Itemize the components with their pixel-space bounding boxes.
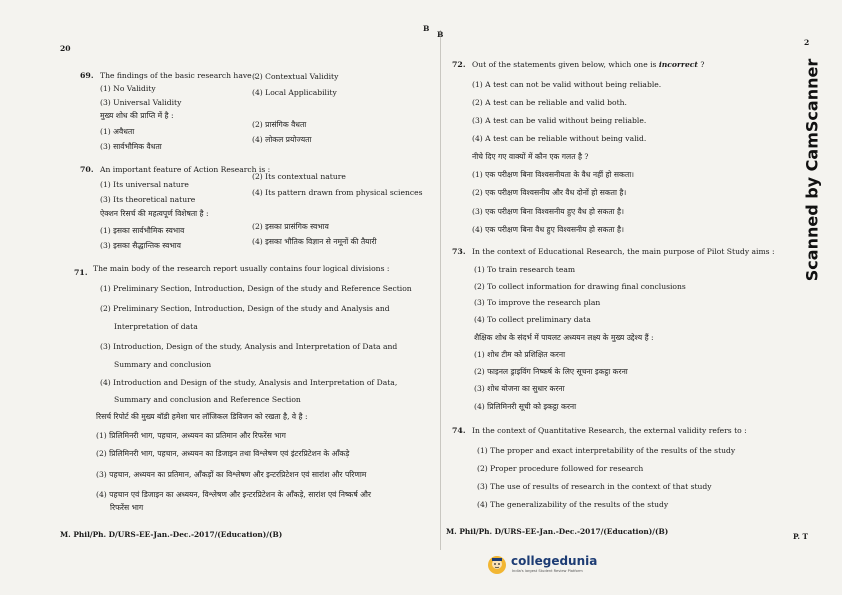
hindi-option-2: (2) एक परीक्षण विश्वसनीय और वैध दोनों हो सकता है। <box>472 188 627 197</box>
hindi-question: रिसर्च रिपोर्ट की मुख्य बॉडी हमेशा चार लॉजिकल डिविजन को रखता है, वे है : <box>96 412 308 421</box>
hindi-option-4: (4) इसका भौतिक विज्ञान से नमूनों की तैयारी <box>252 237 377 246</box>
hindi-option-2: (2) प्रासंगिक वैधता <box>252 120 307 129</box>
question-text: The main body of the research report usually contains four logical divisions : <box>93 264 390 273</box>
series-mark-right: B <box>437 30 444 39</box>
hindi-option-1: (1) एक परीक्षण बिना विश्वसनीयता के वैध नहीं हो सकता। <box>472 170 635 179</box>
option-1: (1) Its universal nature <box>100 180 189 189</box>
series-mark-left: B <box>423 24 430 33</box>
option-2-cont: Interpretation of data <box>114 322 198 331</box>
footer-left: M. Phil/Ph. D/URS-EE-Jan.-Dec.-2017/(Education)/(B) <box>60 530 283 539</box>
footer-pt: P. T <box>793 532 808 541</box>
option-3: (3) To improve the research plan <box>474 298 601 307</box>
option-3-cont: Summary and conclusion <box>114 360 212 369</box>
option-3: (3) Introduction, Design of the study, Analysis and Interpretation of Data and <box>100 342 398 351</box>
question-text: Out of the statements given below, which one is incorrect ? <box>472 60 705 69</box>
hindi-option-4: (4) एक परीक्षण बिना वैध हुए विश्वसनीय हो सकता है। <box>472 225 624 234</box>
question-number: 73. <box>452 247 466 256</box>
question-text: In the context of Quantitative Research, the external validity refers to : <box>472 426 747 435</box>
hindi-option-3: (3) शोध योजना का सुधार करना <box>474 384 565 393</box>
option-4-cont: Summary and conclusion and Reference Section <box>114 395 301 404</box>
hindi-option-3: (3) पहचान, अध्ययन का प्रतिमान, आँकड़ों का विश्लेषण और इन्टरप्रिटेशन एवं सारांश और परिणाम <box>96 470 367 479</box>
page-number: 20 <box>60 44 71 53</box>
option-2: (2) Preliminary Section, Introduction, Design of the study and Analysis and <box>100 304 390 313</box>
question-number: 70. <box>80 165 94 174</box>
option-2: (2) Proper procedure followed for research <box>477 464 644 473</box>
option-2: (2) A test can be reliable and valid both. <box>472 98 627 107</box>
option-4: (4) Its pattern drawn from physical sciences <box>252 188 423 197</box>
question-number: 72. <box>452 60 466 69</box>
hindi-option-4: (4) प्रिलिमिनरी सूची को इकट्ठा करना <box>474 402 577 411</box>
question-number: 71. <box>74 268 88 277</box>
hindi-option-1: (1) अवैधता <box>100 127 135 136</box>
hindi-option-4: (4) लोकल प्रयोज्यता <box>252 135 312 144</box>
question-text: An important feature of Action Research is : <box>100 165 271 174</box>
option-4: (4) The generalizability of the results of the study <box>477 500 669 509</box>
hindi-option-1: (1) इसका सार्वभौमिक स्वभाव <box>100 226 185 235</box>
hindi-option-1: (1) प्रिलिमिनरी भाग, पहचान, अध्ययन का प्रतिमान और रिफरेंस भाग <box>96 431 286 440</box>
hindi-option-4-cont: रिफरेंस भाग <box>110 503 144 512</box>
hindi-question: ऐक्शन रिसर्च की महत्वपूर्ण विशेषता है : <box>100 209 209 218</box>
logo-tagline: India's largest Student Review Platform <box>512 569 583 573</box>
question-text: In the context of Educational Research, the main purpose of Pilot Study aims : <box>472 247 775 256</box>
option-1: (1) No Validity <box>100 84 156 93</box>
hindi-question: शैक्षिक शोध के संदर्भ में पायलट अध्ययन लक्ष्य के मुख्य उद्देश्य हैं : <box>474 333 654 342</box>
option-2: (2) To collect information for drawing final conclusions <box>474 282 686 291</box>
option-3: (3) Its theoretical nature <box>100 195 196 204</box>
camscanner-watermark: Scanned by CamScanner <box>802 58 822 282</box>
option-3: (3) A test can be valid without being reliable. <box>472 116 647 125</box>
collegedunia-logo <box>487 553 598 579</box>
hindi-option-4: (4) पहचान एवं डिजाइन का अध्ययन, विश्लेषण और इन्टरप्रिटेशन के आँकड़े, सारांश एवं निष्कर्ष और <box>96 490 372 499</box>
option-1: (1) Preliminary Section, Introduction, Design of the study and Reference Section <box>100 284 412 293</box>
mascot-icon <box>487 555 507 575</box>
hindi-option-3: (3) इसका सैद्धान्तिक स्वभाव <box>100 241 181 250</box>
option-1: (1) To train research team <box>474 265 576 274</box>
hindi-question: नीचे दिए गए वाक्यों में कौन एक गलत है ? <box>472 152 589 161</box>
hindi-question: मुख्य शोध की प्राप्ति में है : <box>100 111 174 120</box>
option-4: (4) To collect preliminary data <box>474 315 591 324</box>
question-number: 74. <box>452 426 466 435</box>
hindi-option-1: (1) शोध टीम को प्रशिक्षित करना <box>474 350 566 359</box>
option-1: (1) The proper and exact interpretability of the results of the study <box>477 446 736 455</box>
side-mark: 2 <box>804 38 810 47</box>
option-1: (1) A test can not be valid without being reliable. <box>472 80 662 89</box>
logo-wordmark: collegedunia <box>511 554 598 568</box>
question-text: The findings of the basic research have : <box>100 71 257 80</box>
option-2: (2) Contextual Validity <box>252 72 339 81</box>
footer-right: M. Phil/Ph. D/URS-EE-Jan.-Dec.-2017/(Education)/(B) <box>446 527 669 536</box>
question-number: 69. <box>80 71 94 80</box>
hindi-option-2: (2) फाइनल ड्राइविंग निष्कर्ष के लिए सूचना इकट्ठा करना <box>474 367 628 376</box>
option-2: (2) Its contextual nature <box>252 172 346 181</box>
option-3: (3) The use of results of research in the context of that study <box>477 482 712 491</box>
option-4: (4) Introduction and Design of the study, Analysis and Interpretation of Data, <box>100 378 398 387</box>
column-divider <box>440 30 441 550</box>
option-4: (4) Local Applicability <box>252 88 337 97</box>
hindi-option-2: (2) प्रिलिमिनरी भाग, पहचान, अध्ययन का डिजाइन तथा विश्लेषण एवं इंटरप्रिटेशन के आँकड़े <box>96 449 350 458</box>
option-3: (3) Universal Validity <box>100 98 182 107</box>
option-4: (4) A test can be reliable without being valid. <box>472 134 647 143</box>
hindi-option-2: (2) इसका प्रासंगिक स्वभाव <box>252 222 329 231</box>
hindi-option-3: (3) सार्वभौमिक वैधता <box>100 142 162 151</box>
hindi-option-3: (3) एक परीक्षण बिना विश्वसनीय हुए वैध हो सकता है। <box>472 207 624 216</box>
